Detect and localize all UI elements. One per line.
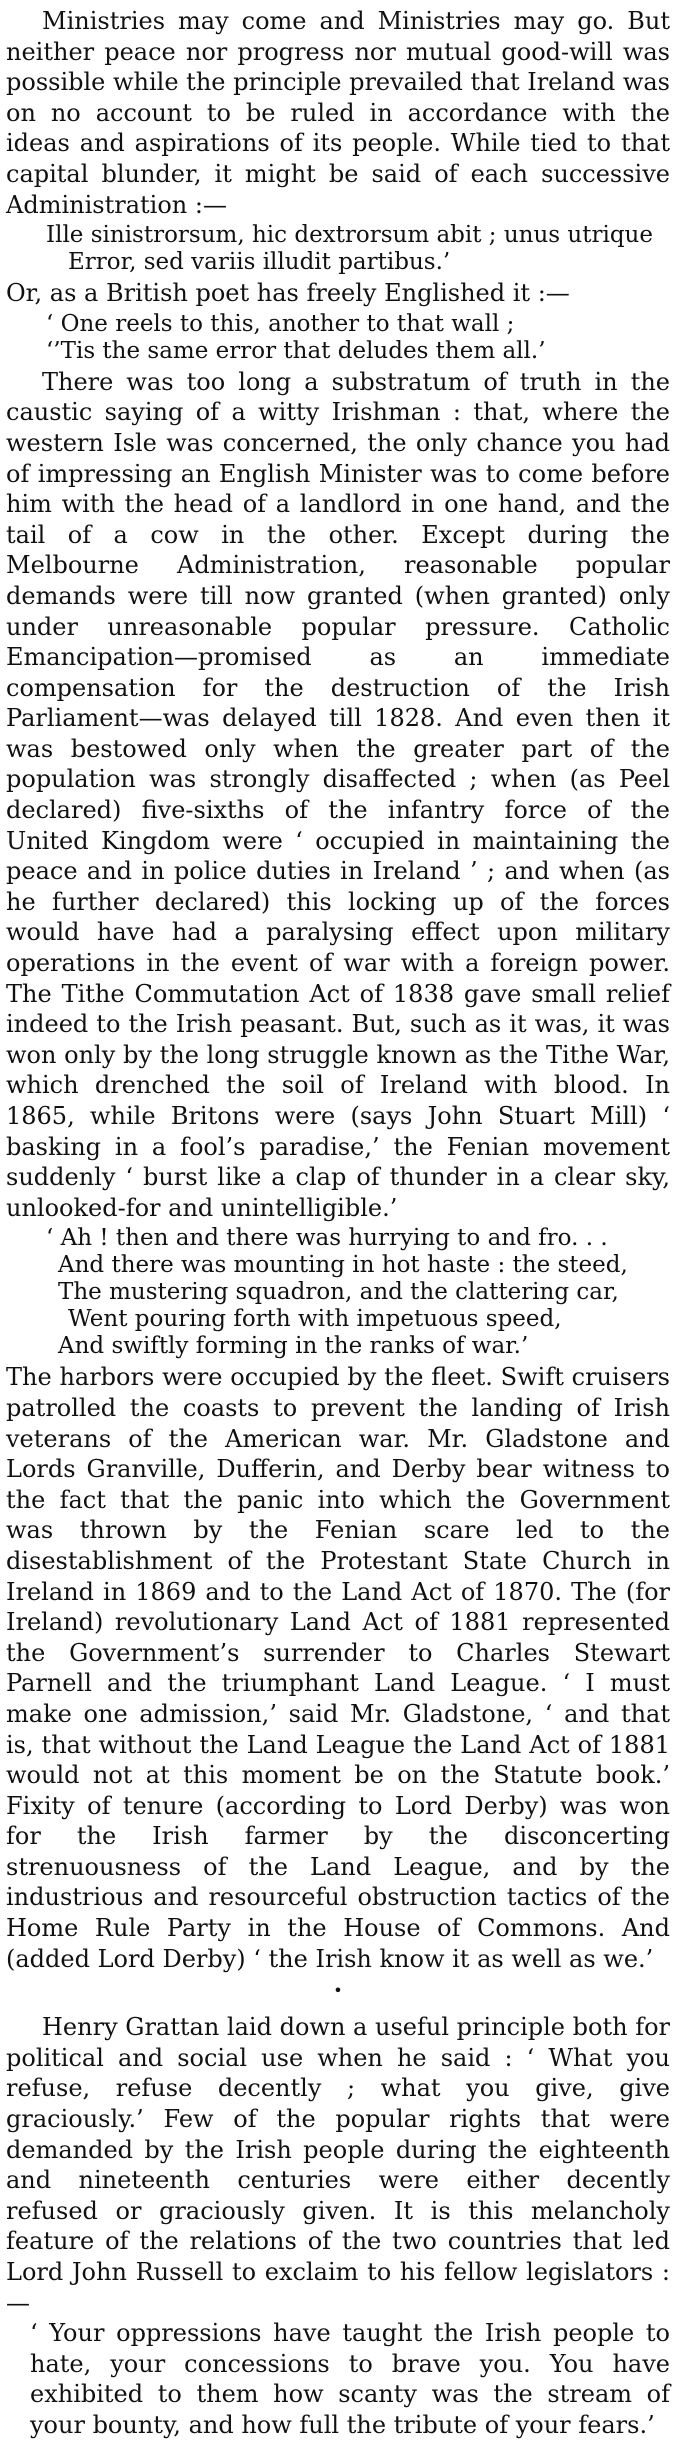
- poem-line-5: And swiftly forming in the ranks of war.’: [58, 1333, 529, 1360]
- english-quote-line-2: ‘’Tis the same error that deludes them all.’: [46, 337, 546, 364]
- paragraph-russell-quote: ‘ Your oppressions have taught the Irish people to hate, your concessions to brave you. You have exhibited to them how scanty was the stream of your bounty, and how full the tribute of your fears.’: [30, 2319, 670, 2439]
- latin-quote-line-2: Error, sed variis illudit partibus.’: [68, 249, 451, 276]
- poem-quote: [46, 1225, 670, 1360]
- poem-line-3: The mustering squadron, and the clattering car,: [58, 1279, 619, 1306]
- poem-line-2: And there was mounting in hot haste : the steed,: [58, 1252, 628, 1279]
- english-quote: [46, 311, 670, 365]
- latin-quote-line-1: Ille sinistrorsum, hic dextrorsum abit ; unus utrique: [46, 222, 653, 249]
- poem-line-1: ‘ Ah ! then and there was hurrying to and fro. . .: [46, 1225, 608, 1252]
- english-quote-line-1: ‘ One reels to this, another to that wall ;: [46, 310, 515, 337]
- poem-line-4: Went pouring forth with impetuous speed,: [68, 1306, 562, 1333]
- paragraph-substratum: There was too long a substratum of truth in the caustic saying of a witty Irishman : that, where the western Isle was concerned, the only chance you had of impressing an English Minister was to come before him with the head of a landlord in one hand, and the tail of a cow in the other. Except during the Melbourne Administration, reasonable popular demands were till now granted (when granted) only under unreasonable popular pressure. Catholic Emancipation—promised as an immediate compensation for the destruction of the Irish Parliament—was delayed till 1828. And even then it was bestowed only when the greater part of the population was strongly disaffected ; when (as Peel declared) five-sixths of the infantry force of the United Kingdom were ‘ occupied in maintaining the peace and in police duties in Ireland ’ ; and when (as he further declared) this locking up of the forces would have had a paralysing effect upon military operations in the event of war with a foreign power. The Tithe Commutation Act of 1838 gave small relief indeed to the Irish peasant. But, such as it was, it was won only by the long struggle known as the Tithe War, which drenched the soil of Ireland with blood. In 1865, while Britons were (says John Stuart Mill) ‘ basking in a fool’s paradise,’ the Fenian movement suddenly ‘ burst like a clap of thunder in a clear sky, unlooked-for and unintelligible.’: [6, 367, 670, 1222]
- paragraph-grattan: Henry Grattan laid down a useful principle both for political and social use when he said : ‘ What you refuse, refuse decently ; what you give, give graciously.’ Few of the popular rights that were demanded by the Irish people during the eighteenth and nineteenth centuries were either decently refused or graciously given. It is this melancholy feature of the relations of the two countries that led Lord John Russell to exclaim to his fellow legislators :—: [6, 2013, 670, 2317]
- paragraph-harbors: The harbors were occupied by the fleet. Swift cruisers patrolled the coasts to prevent the landing of Irish veterans of the American war. Mr. Gladstone and Lords Granville, Dufferin, and Derby bear witness to the fact that the panic into which the Government was thrown by the Fenian scare led to the disestablishment of the Protestant State Church in Ireland in 1869 and to the Land Act of 1870. The (for Ireland) revolutionary Land Act of 1881 represented the Government’s surrender to Charles Stewart Parnell and the triumphant Land League. ‘ I must make one admission,’ said Mr. Gladstone, ‘ and that is, that without the Land League the Land Act of 1881 would not at this moment be on the Statute book.’ Fixity of tenure (according to Lord Derby) was won for the Irish farmer by the disconcerting strenuousness of the Land League, and by the industrious and resourceful obstruction tactics of the Home Rule Party in the House of Commons. And (added Lord Derby) ‘ the Irish know it as well as we.’: [6, 1363, 670, 1973]
- paragraph-ministries: Ministries may come and Ministries may go. But neither peace nor progress nor mutual good-will was possible while the principle prevailed that Ireland was on no account to be ruled in accordance with the ideas and aspirations of its people. While tied to that capital blunder, it might be said of each successive Administration :—: [6, 7, 670, 219]
- latin-quote: [46, 222, 670, 276]
- paragraph-british-poet: Or, as a British poet has freely Englished it :—: [6, 279, 570, 308]
- section-divider: •: [333, 1981, 343, 2001]
